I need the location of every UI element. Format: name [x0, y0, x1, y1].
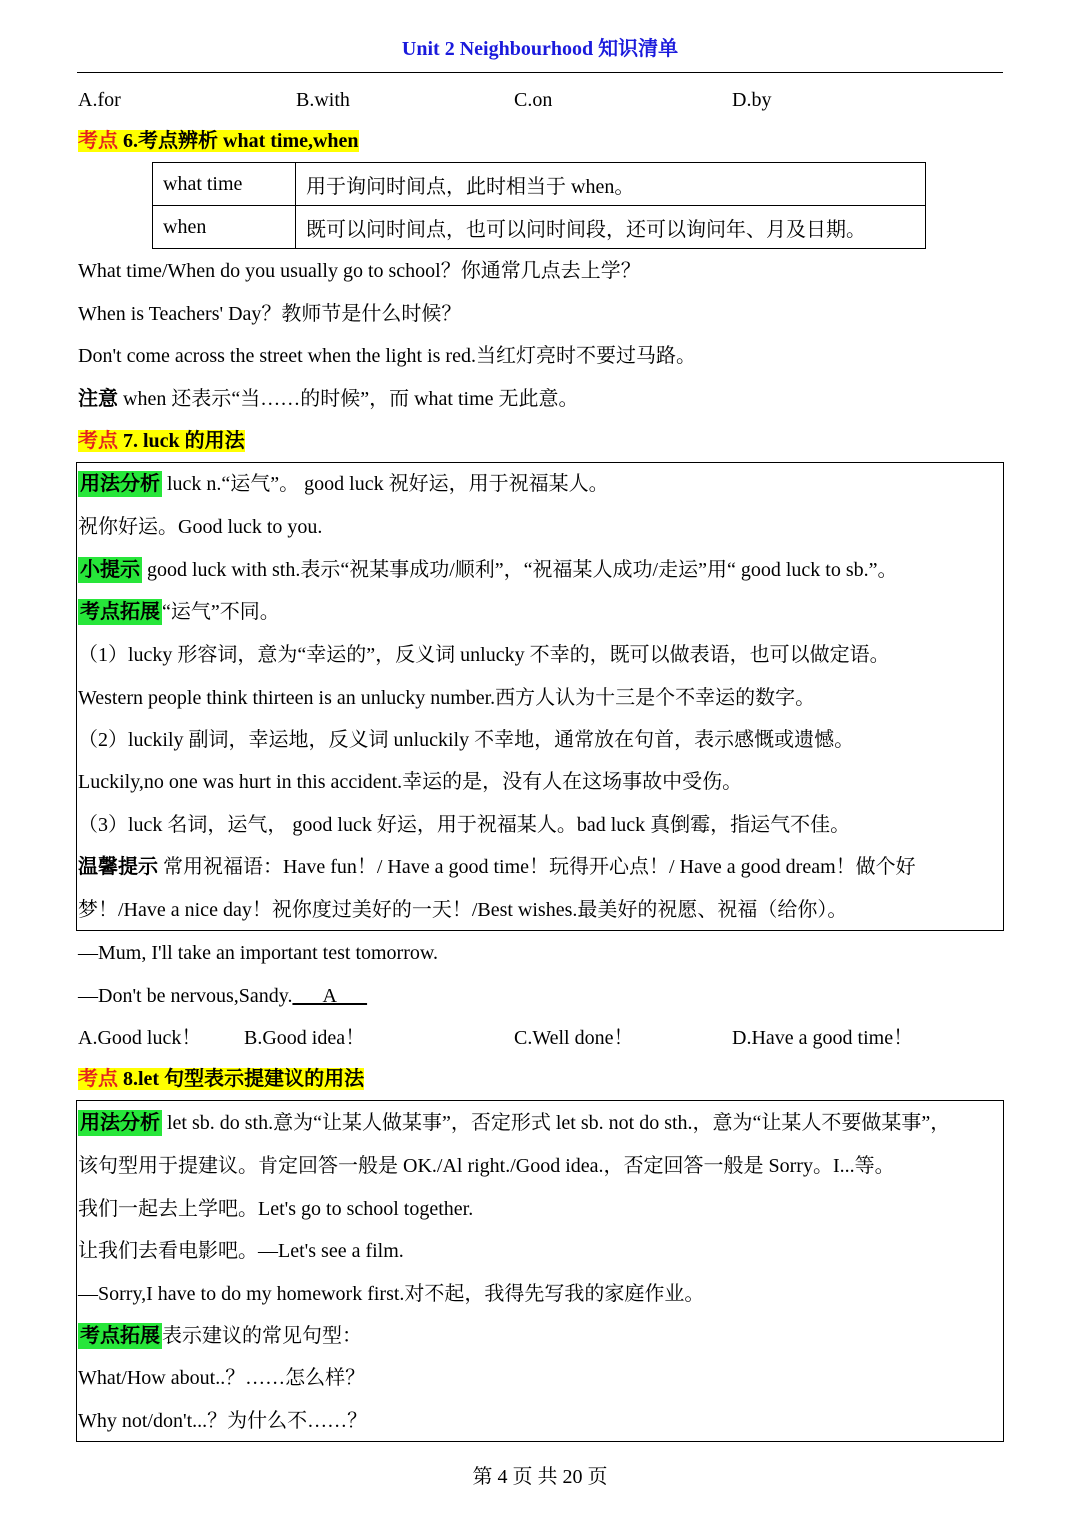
usage-label: 用法分析	[80, 1112, 160, 1134]
kd8-line5: —Sorry,I have to do my homework first.对不起，我得先写我的家庭作业。	[78, 1283, 705, 1305]
kd6-example-3: Don't come across the street when the light is red.当红灯亮时不要过马路。	[78, 345, 696, 367]
kd7-p3: （3）luck 名词，运气， good luck 好运，用于祝福某人。bad luck 真倒霉，指运气不佳。	[78, 814, 851, 836]
table-cell-word: what time	[153, 163, 296, 206]
kd6-note	[78, 385, 579, 413]
kd8-line3: 我们一起去上学吧。Let's go to school together.	[78, 1198, 474, 1220]
kd7-p2-example: Luckily,no one was hurt in this accident.幸运的是，没有人在这场事故中受伤。	[78, 771, 743, 793]
q7-option-b: B.Good idea！	[244, 1027, 366, 1049]
usage-label: 用法分析	[80, 473, 160, 495]
kd7-p1: （1）lucky 形容词，意为“幸运的”，反义词 unlucky 不幸的，既可以做表语，也可以做定语。	[78, 644, 890, 666]
q7-line1: —Mum, I'll take an important test tomorrow.	[78, 942, 439, 964]
kd8-line7: What/How about..？……怎么样？	[78, 1367, 366, 1389]
page-header: Unit 2 Neighbourhood 知识清单	[401, 38, 679, 60]
q7-line2	[78, 982, 367, 1010]
ext-text: 表示建议的常见句型：	[162, 1325, 362, 1347]
kd7-p1-example: Western people think thirteen is an unlucky number.西方人认为十三是个不幸运的数字。	[78, 687, 816, 709]
tip-label: 小提示	[80, 559, 140, 581]
kd8-line2: 该句型用于提建议。肯定回答一般是 OK./Al right./Good idea.，否定回答一般是 Sorry。I...等。	[78, 1155, 895, 1177]
header-rule	[77, 72, 1003, 73]
kd6-title: 6.考点辨析 what time,when	[118, 130, 359, 152]
table-row	[153, 163, 926, 206]
q7-prompt: —Don't be nervous,Sandy.	[78, 985, 293, 1007]
q7-option-c: C.Well done！	[514, 1027, 634, 1049]
kd7-heading	[78, 427, 245, 455]
q7-option-a: A.Good luck！	[78, 1027, 202, 1049]
usage-text: luck n.“运气”。 good luck 祝好运，用于祝福某人。	[162, 473, 609, 495]
kd7-extension	[78, 598, 280, 626]
kd7-usage	[78, 470, 609, 498]
kd8-title: 8.let 句型表示提建议的用法	[118, 1068, 365, 1090]
ext-text: “运气”不同。	[162, 601, 280, 623]
note-text: when 还表示“当……的时候”，而 what time 无此意。	[118, 388, 579, 410]
option-b: B.with	[296, 89, 350, 111]
q7-answer: ___A___	[292, 985, 367, 1007]
kd7-line2: 祝你好运。Good luck to you.	[78, 516, 323, 538]
table-cell-word: when	[153, 206, 296, 249]
kd8-extension	[78, 1322, 362, 1350]
kd7-tip	[78, 556, 897, 584]
option-d: D.by	[732, 89, 772, 111]
kd7-p2: （2）luckily 副词，幸运地，反义词 unluckily 不幸地，通常放在句首，表示感慨或遗憾。	[78, 729, 855, 751]
table-cell-desc: 用于询问时间点，此时相当于 when。	[296, 163, 926, 206]
usage-text: let sb. do sth.意为“让某人做某事”，否定形式 let sb. not do sth.，意为“让某人不要做某事”，	[162, 1112, 951, 1134]
warm-label: 温馨提示	[78, 856, 158, 878]
ext-label: 考点拓展	[80, 1325, 160, 1347]
option-c: C.on	[514, 89, 553, 111]
kd7-warm	[78, 853, 916, 881]
compare-table	[152, 162, 926, 249]
kd6-example-1: What time/When do you usually go to school？你通常几点去上学？	[78, 260, 641, 282]
tip-text: good luck with sth.表示“祝某事成功/顺利”，“祝福某人成功/走运”用“ good luck to sb.”。	[142, 559, 898, 581]
kd7-title: 7. luck 的用法	[118, 430, 245, 452]
table-cell-desc: 既可以问时间点，也可以问时间段，还可以询问年、月及日期。	[296, 206, 926, 249]
note-label: 注意	[78, 388, 118, 410]
kd6-tag: 考点	[78, 130, 118, 152]
table-row	[153, 206, 926, 249]
kd8-line4: 让我们去看电影吧。—Let's see a film.	[78, 1240, 404, 1262]
page-footer: 第 4 页 共 20 页	[472, 1466, 608, 1488]
kd8-heading	[78, 1065, 364, 1093]
q7-option-d: D.Have a good time！	[732, 1027, 914, 1049]
kd8-line8: Why not/don't...？为什么不……？	[78, 1410, 368, 1432]
kd7-warm-cont: 梦！/Have a nice day！祝你度过美好的一天！/Best wishes.最美好的祝愿、祝福（给你）。	[78, 899, 848, 921]
option-a: A.for	[78, 89, 121, 111]
kd8-tag: 考点	[78, 1068, 118, 1090]
warm-text: 常用祝福语：Have fun！/ Have a good time！玩得开心点！/ Have a good dream！做个好	[158, 856, 916, 878]
kd6-example-2: When is Teachers' Day？教师节是什么时候？	[78, 303, 462, 325]
kd6-heading	[78, 127, 359, 155]
kd8-usage	[78, 1109, 950, 1137]
kd7-tag: 考点	[78, 430, 118, 452]
ext-label: 考点拓展	[80, 601, 160, 623]
